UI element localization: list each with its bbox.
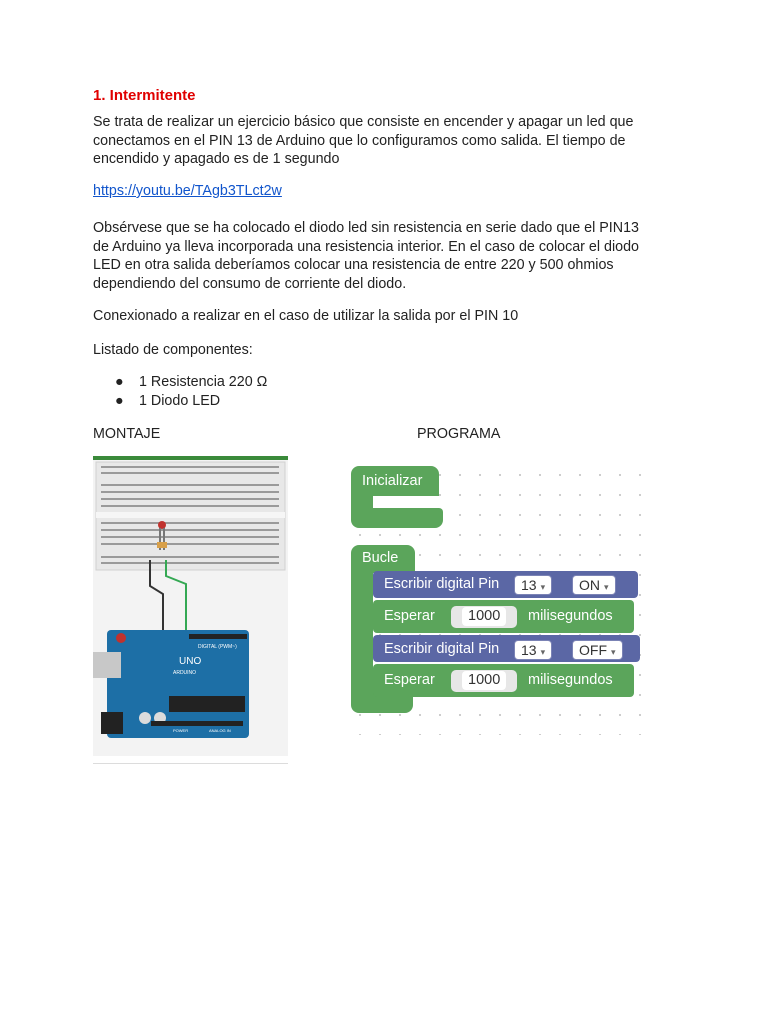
- wait-value-input[interactable]: 1000: [462, 671, 506, 690]
- wait-label: Esperar: [384, 672, 435, 688]
- resistor: [157, 542, 167, 548]
- component-label: 1 Resistencia 220 Ω: [139, 374, 268, 390]
- loop-label: Bucle: [362, 550, 399, 566]
- power-label: POWER: [173, 728, 189, 733]
- intro-paragraph: [93, 113, 693, 169]
- note-line: de Arduino ya lleva incorporada una resistencia interior. En el caso de colocar el diodo: [93, 238, 639, 255]
- wait-unit: milisegundos: [528, 672, 613, 688]
- list-item: [93, 392, 267, 411]
- circuit-illustration: [93, 456, 288, 766]
- note-line: LED en otra salida deberíamos colocar una resistencia de entre 220 y 500 ohmios: [93, 257, 614, 273]
- pin-dropdown[interactable]: [514, 575, 552, 595]
- wait-unit: milisegundos: [528, 608, 613, 624]
- intro-line: Se trata de realizar un ejercicio básico que consiste en encender y apagar un led que: [93, 114, 634, 130]
- list-item: [93, 373, 267, 392]
- arduino-maker-text: ARDUINO: [173, 670, 197, 676]
- programa-caption: PROGRAMA: [417, 426, 501, 442]
- digital-label: DIGITAL (PWM~): [198, 644, 237, 650]
- chevron-down-icon: ▾: [540, 582, 546, 592]
- montaje-image: [93, 456, 288, 756]
- wiring-text: Conexionado a realizar en el caso de utilizar la salida por el PIN 10: [93, 308, 519, 324]
- state-value: OFF: [579, 642, 607, 658]
- note-line: dependiendo del consumo de corriente del diodo.: [93, 275, 407, 292]
- state-dropdown[interactable]: [572, 640, 623, 660]
- chevron-down-icon: ▾: [604, 582, 609, 592]
- led-diode: [158, 521, 166, 529]
- image-divider: [93, 763, 288, 764]
- pin-value: 13: [521, 577, 537, 593]
- component-label: 1 Diodo LED: [139, 392, 221, 409]
- note-paragraph: [93, 219, 693, 293]
- wait-label: Esperar: [384, 608, 435, 624]
- components-heading: Listado de componentes:: [93, 342, 253, 358]
- state-value: ON: [579, 577, 600, 593]
- wait-value-input[interactable]: 1000: [462, 607, 506, 626]
- bullet-icon: ●: [115, 374, 124, 390]
- pin-value: 13: [521, 642, 537, 658]
- components-list: [93, 373, 267, 410]
- digital-write-label: Escribir digital Pin: [384, 641, 500, 657]
- section-title: 1. Intermitente: [93, 87, 196, 104]
- youtube-link[interactable]: https://youtu.be/TAgb3TLct2w: [93, 183, 282, 199]
- chevron-down-icon: ▾: [540, 647, 546, 657]
- arduino-logo-text: UNO: [179, 656, 202, 667]
- init-label: Inicializar: [362, 473, 423, 489]
- bullet-icon: ●: [115, 392, 124, 409]
- chevron-down-icon: ▾: [611, 647, 616, 657]
- analog-label: ANALOG IN: [209, 728, 231, 733]
- note-line: Obsérvese que se ha colocado el diodo led sin resistencia en serie dado que el PIN13: [93, 220, 640, 236]
- signal-wire: [166, 560, 186, 636]
- pin-dropdown[interactable]: [514, 640, 552, 660]
- intro-line: encendido y apagado es de 1 segundo: [93, 151, 340, 167]
- ground-wire: [150, 560, 163, 636]
- intro-line: conectamos en el PIN 13 de Arduino que lo configuramos como salida. El tiempo de: [93, 132, 626, 149]
- state-dropdown[interactable]: [572, 575, 616, 595]
- montaje-caption: MONTAJE: [93, 426, 161, 442]
- digital-write-label: Escribir digital Pin: [384, 576, 500, 592]
